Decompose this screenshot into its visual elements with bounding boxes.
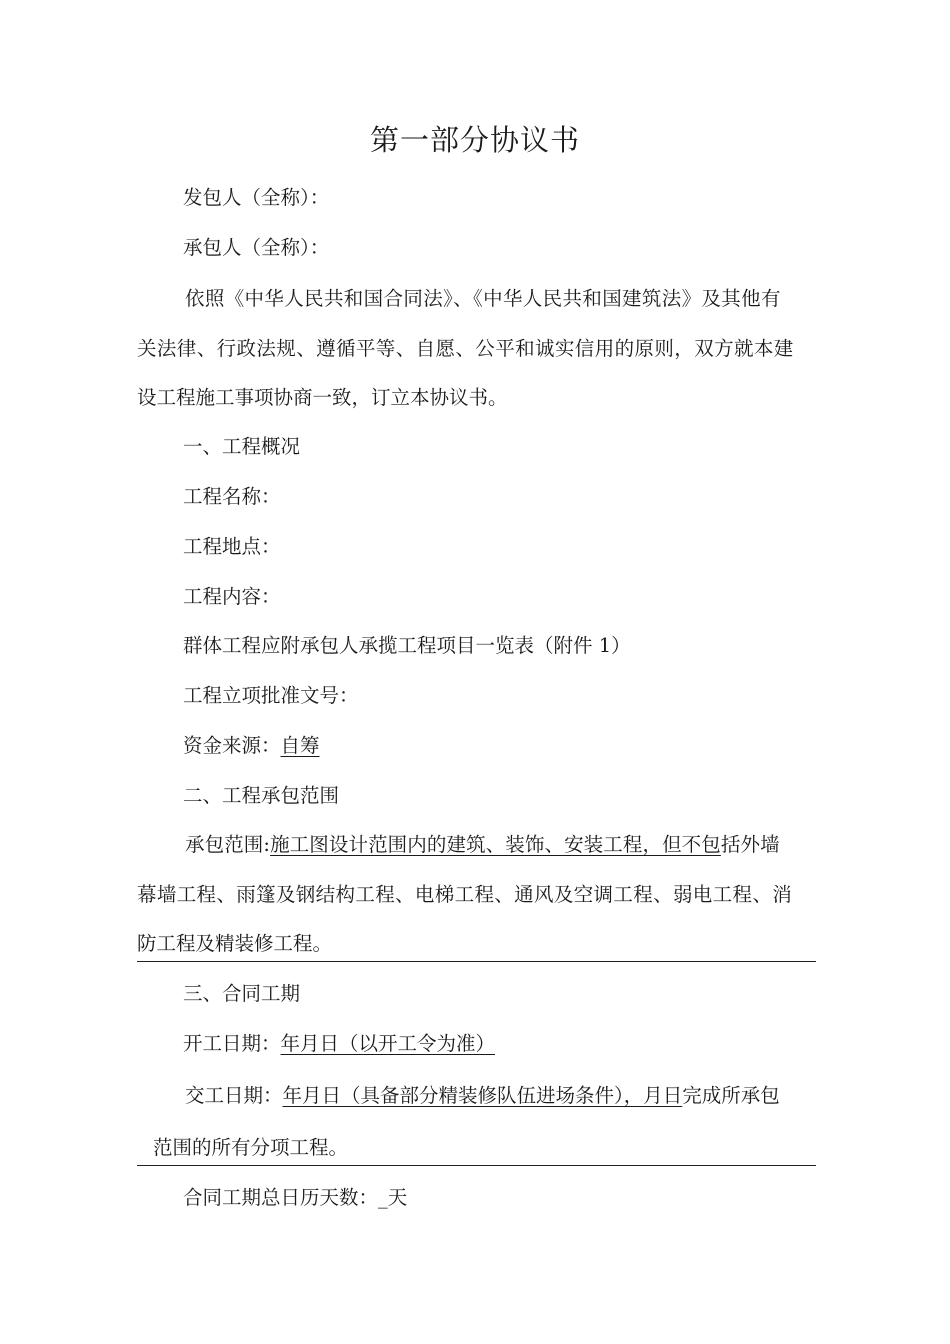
end-date-value: 年月日（具备部分精装修队伍进场条件），月日	[282, 1084, 683, 1107]
scope-line-1	[185, 830, 780, 860]
total-days-label: 合同工期总日历天数：	[183, 1186, 379, 1209]
scope-rest-text: 括外墙	[720, 833, 780, 856]
scope-underlined-text: 施工图设计范围内的建筑、装饰、安装工程，但不包	[270, 833, 721, 856]
scope-label: 承包范围:	[185, 833, 271, 856]
project-location-line: 工程地点：	[183, 535, 281, 558]
end-date-line	[185, 1081, 780, 1111]
start-date-value: 年月日（以开工令为准）	[280, 1032, 496, 1055]
group-project-note: 群体工程应附承包人承揽工程项目一览表（附件 1）	[183, 634, 631, 657]
total-days-value: _天	[378, 1186, 408, 1209]
project-content-line: 工程内容：	[183, 585, 281, 608]
employer-line: 发包人（全称）：	[183, 186, 330, 209]
scope-divider	[137, 961, 816, 962]
scope-line-3: 防工程及精装修工程。	[137, 932, 333, 955]
section-1-heading: 一、工程概况	[183, 435, 301, 458]
start-date-line	[183, 1029, 495, 1059]
fund-source-line	[183, 731, 320, 761]
section-3-heading: 三、合同工期	[183, 982, 301, 1005]
scope-line-2: 幕墙工程、雨篷及钢结构工程、电梯工程、通风及空调工程、弱电工程、消	[137, 883, 793, 906]
start-date-label: 开工日期：	[183, 1032, 281, 1055]
project-name-line: 工程名称：	[183, 485, 281, 508]
end-date-divider	[137, 1165, 816, 1166]
end-date-rest: 完成所承包	[682, 1084, 780, 1107]
fund-source-value: 自筹	[280, 734, 320, 757]
total-days-line	[183, 1183, 407, 1213]
fund-source-label: 资金来源：	[183, 734, 281, 757]
page-title: 第一部分协议书	[369, 123, 580, 157]
intro-line-2: 关法律、行政法规、遵循平等、自愿、公平和诚实信用的原则，双方就本建	[137, 337, 794, 360]
end-date-line-2: 范围的所有分项工程。	[153, 1136, 349, 1159]
approval-number-line: 工程立项批准文号：	[183, 684, 359, 707]
intro-line-3: 设工程施工事项协商一致，订立本协议书。	[137, 386, 508, 409]
section-2-heading: 二、工程承包范围	[183, 784, 340, 807]
end-date-label: 交工日期：	[185, 1084, 283, 1107]
contractor-line: 承包人（全称）：	[183, 236, 330, 259]
intro-line-1: 依照《中华人民共和国合同法》、《中华人民共和国建筑法》及其他有	[185, 287, 781, 310]
